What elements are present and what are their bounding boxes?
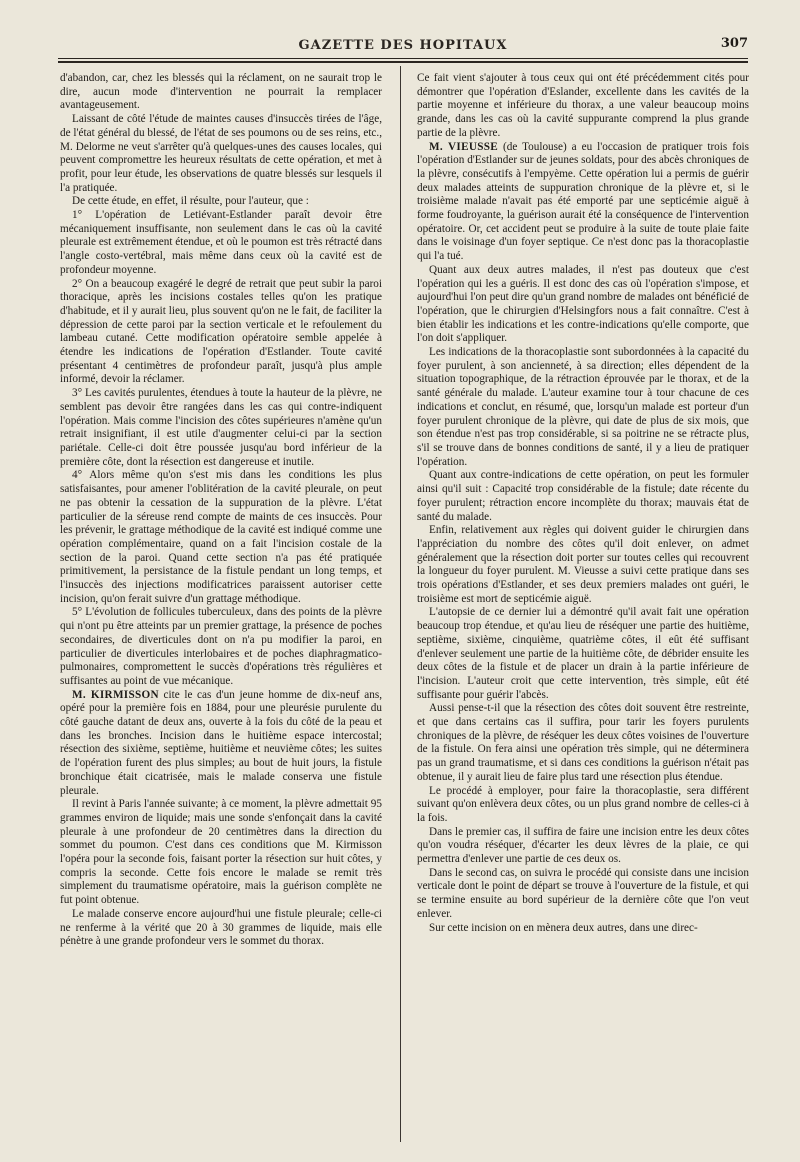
- paragraph-text: 1° L'opération de Letiévant-Estlander paraît devoir être mécaniquement insuffisante, non seulement dans le cas où la cavité pleurale est extrêmement étendue, et où le poumon est très rétracté dans l'angle costo-vertébral, mais même dans ceux où la cavité est de profondeur moyenne.: [60, 209, 382, 276]
- paragraph: [417, 785, 749, 826]
- paragraph: [60, 72, 382, 113]
- paragraph: [417, 346, 749, 469]
- header-rule-thick: [58, 61, 748, 63]
- paragraph: [60, 689, 382, 799]
- author-name: M. VIEUSSE: [429, 140, 499, 153]
- paragraph: [417, 264, 749, 346]
- paragraph-text: Dans le premier cas, il suffira de faire une incision entre les deux côtes qu'on voudra réséquer, d'écarter les deux lèvres de la plaie, ce qui permettra d'enlever une partie de ces deux os.: [417, 825, 749, 866]
- paragraph: [417, 606, 749, 702]
- paragraph-text: (de Toulouse) a eu l'occasion de pratiquer trois fois l'opération d'Estlander sur de jeunes soldats, pour des abcès chroniques de la plèvre, consécutifs à l'empyème. Cette opération lui a permis de guérir deux malades atteints de suppuration chronique de la plèvre et, si le troisième malade n'avait pas été emporté par une septicémie aiguë à forme foudroyante, la guérison aurait été la conséquence de l'intervention opératoire. Or, cet accident peut se produire à la suite de toute plaie faite dans le voisinage d'un foyer septique. Ce n'est donc pas la thoracoplastie qui l'a tué.: [417, 140, 749, 263]
- paragraph-text: Dans le second cas, on suivra le procédé qui consiste dans une incision verticale dont le point de départ se trouve à l'ouverture de la fistule, et qui se termine ensuite au bord supérieur de la dernière côte que l'on veut enlever.: [417, 866, 749, 920]
- paragraph: [417, 867, 749, 922]
- paragraph: [60, 798, 382, 908]
- paragraph: [60, 908, 382, 949]
- paragraph-text: Quant aux deux autres malades, il n'est pas douteux que c'est l'opération qui les a guéris. Il est donc des cas où l'opération s'impose, et aujourd'hui l'on peut dire qu'un grand nombre de malades ont bénéficié de l'opération, que le chirurgien d'Helsingfors nous a fait connaître. C'est à bien établir les indications et les contre-indications qu'elle comporte, que l'on doit s'appliquer.: [417, 263, 749, 345]
- paragraph: [60, 209, 382, 278]
- paragraph-text: Enfin, relativement aux règles qui doivent guider le chirurgien dans l'appréciation du nombre des côtes qu'il doit enlever, on admet généralement que la résection doit porter sur toutes celles qui recouvrent la longueur du foyer purulent. M. Vieusse a suivi cette pratique dans ses trois opérations d'Estlander, et ses deux premiers malades ont guéri, le troisième est mort de septicémie aiguë.: [417, 524, 749, 605]
- paragraph-text: 4° Alors même qu'on s'est mis dans les conditions les plus satisfaisantes, pour amener l'oblitération de la cavité pleurale, on peut ne pas obtenir la cessation de la suppuration de la plèvre. L'état particulier de la séreuse rend compte de maints de ces insuccès. Pour les prévenir, le grattage méthodique de la cavité est indiqué comme une opération complémentaire, quand on a fait l'incision costale de la section de la paroi. Quand cette section n'a pas été pratiquée primitivement, la persistance de la fistule pendant un long temps, et l'insuccès des injections modificatrices paraissent autoriser cette incision, qu'on ferait suivre d'un grattage méthodique.: [60, 469, 382, 605]
- paragraph: [60, 195, 382, 209]
- author-name: M. KIRMISSON: [72, 688, 159, 701]
- paragraph: [60, 606, 382, 688]
- paragraph-text: Aussi pense-t-il que la résection des côtes doit souvent être restreinte, et que dans certains cas il suffira, pour tarir les foyers purulents chroniques de la plèvre, de réséquer les deux côtes voisines de l'ouverture de la fistule. On fera ainsi une opération très simple, qui ne déterminera pas un grand traumatisme, et si dans ces conditions la guérison n'était pas obtenue, il y aurait lieu de faire plus tard une résection plus étendue.: [417, 702, 749, 783]
- paragraph-text: Quant aux contre-indications de cette opération, on peut les formuler ainsi qu'il suit : Capacité trop considérable de la fistule; date récente du foyer purulent; rétraction encore incomplète du thorax; mauvais état de santé du malade.: [417, 469, 749, 523]
- paragraph-text: Les indications de la thoracoplastie sont subordonnées à la capacité du foyer purulent, à son ancienneté, à sa direction; elles dépendent de la situation topographique, de la rétraction éprouvée par le thorax, et de la santé générale du malade. L'auteur examine tour à tour chacune de ces indications et conclut, en résumé, que, lorsqu'un malade est porteur d'un foyer purulent chronique de la plèvre, qui date de plus de six mois, que son étendue n'est pas trop considérable, si sa poitrine ne se rétracte plus, s'il se trouve dans de bonnes conditions de santé, il y a lieu de pratiquer l'opération.: [417, 346, 749, 468]
- paragraph: [417, 72, 749, 141]
- paragraph: [417, 469, 749, 524]
- paragraph: [417, 922, 749, 936]
- page-header: [58, 34, 748, 58]
- paragraph-text: Il revint à Paris l'année suivante; à ce moment, la plèvre admettait 95 grammes environ de liquide; mais une sonde s'enfonçait dans la cavité pleurale à une profondeur de 20 centimètres dans la direction du sommet du poumon. C'est dans ces conditions que M. Kirmisson l'opéra pour la seconde fois, faisant porter la résection sur huit côtes, y compris la seconde. Cette fois encore le malade se remit très simplement du traumatisme opératoire, mais la guérison complète ne fut point obtenue.: [60, 798, 382, 907]
- column-divider: [400, 66, 401, 1142]
- paragraph-text: Sur cette incision on en mènera deux autres, dans une direc-: [429, 921, 698, 934]
- paragraph-text: De cette étude, en effet, il résulte, pour l'auteur, que :: [72, 195, 309, 208]
- paragraph: [60, 469, 382, 606]
- page-number: 307: [720, 36, 748, 51]
- paragraph-text: L'autopsie de ce dernier lui a démontré qu'il avait fait une opération beaucoup trop étendue, et qu'au lieu de réséquer une partie des huitième, septième, sixième, cinquième, quatrième côtes, il eût été suffisant d'enlever seulement une partie de la huitième côte, de débrider ensuite les deux côtes de la fistule et de placer un drain à la partie inférieure de l'incision. L'auteur croit que cette intervention, très simple, eût été suffisante pour guérir l'abcès.: [417, 606, 749, 701]
- paragraph-text: 5° L'évolution de follicules tuberculeux, dans des points de la plèvre qui n'ont pu être atteints par un premier grattage, la présence de poches secondaires, de diverticules dont on n'a pu modifier la paroi, en particulier de diverticules interlobaires et de poches diaphragmatico-pulmonaires, compromettent le succès d'opérations très régulières et suffisantes au point de vue mécanique.: [60, 606, 382, 687]
- paragraph: [60, 387, 382, 469]
- paragraph: [60, 113, 382, 195]
- paragraph: [417, 524, 749, 606]
- right-column: [417, 72, 749, 935]
- paragraph-text: 2° On a beaucoup exagéré le degré de retrait que peut subir la paroi thoracique, après les incisions costales telles qu'on les pratique d'habitude, et il y aurait lieu, plus souvent qu'on ne le fait, de faciliter la dépression de cette paroi par la section verticale et le refoulement du lambeau cutané. Cette modification opératoire semble appelée à étendre les indications de l'opération d'Estlander. Toute cavité présentant 4 centimètres de profondeur paraît, jusqu'à plus ample informé, devoir la réclamer.: [60, 277, 382, 386]
- paragraph: [417, 826, 749, 867]
- journal-title: GAZETTE DES HOPITAUX: [298, 38, 508, 53]
- paragraph: [60, 278, 382, 388]
- paragraph-text: d'abandon, car, chez les blessés qui la réclament, on ne saurait trop le dire, aucun mode d'intervention ne pourrait la remplacer avantageusement.: [60, 72, 382, 112]
- paragraph-text: cite le cas d'un jeune homme de dix-neuf ans, opéré pour la première fois en 1884, pour une pleurésie purulente du côté gauche datant de deux ans, ouverte à la fois du côté de la peau et dans les bronches. Incision dans le huitième espace intercostal; résection des sixième, septième, huitième et neuvième côtes; les suites de l'opération furent des plus simples; au bout de huit jours, la fistule bronchique était cicatrisée, mais le malade conserva une fistule pleurale.: [60, 688, 382, 797]
- paragraph-text: Le procédé à employer, pour faire la thoracoplastie, sera différent suivant qu'on enlèvera deux côtes, ou un plus grand nombre de celles-ci à la fois.: [417, 784, 749, 824]
- paragraph-text: Le malade conserve encore aujourd'hui une fistule pleurale; celle-ci ne renferme à la vérité que 20 à 30 grammes de liquide, mais elle pénètre à une grande profondeur vers le sommet du thorax.: [60, 907, 382, 948]
- left-column: [60, 72, 382, 949]
- paragraph-text: Ce fait vient s'ajouter à tous ceux qui ont été précédemment cités pour démontrer que l'opération d'Eslander, excellente dans les cavités de la partie moyenne et inférieure du thorax, a une valeur beaucoup moins grande, dans les cas où la cavité suppurante comprend la plus grande partie de la plèvre.: [417, 72, 749, 139]
- paragraph: [417, 702, 749, 784]
- paragraph-text: Laissant de côté l'étude de maintes causes d'insuccès tirées de l'âge, de l'état général du blessé, de l'état de ses poumons ou de ses reins, etc., M. Delorme ne veut s'arrêter qu'à quelques-unes des causes locales, qui peuvent compromettre les heureux résultats de cette opération, et met à profit, pour leur étude, les observations de quatre blessés sur lesquels il l'a pratiquée.: [60, 113, 382, 194]
- paragraph: [417, 141, 749, 264]
- header-rule: [58, 58, 748, 59]
- paragraph-text: 3° Les cavités purulentes, étendues à toute la hauteur de la plèvre, ne semblent pas devoir être rangées dans les cas qui contre-indiquent l'opération. Mais comme l'incision des côtes supérieures n'amène qu'un retrait insignifiant, il est utile d'augmenter celui-ci par la section pariétale. Celle-ci doit être poussée jusqu'au bord inférieur de la première côte, dont la résection est dangereuse et inutile.: [60, 387, 382, 468]
